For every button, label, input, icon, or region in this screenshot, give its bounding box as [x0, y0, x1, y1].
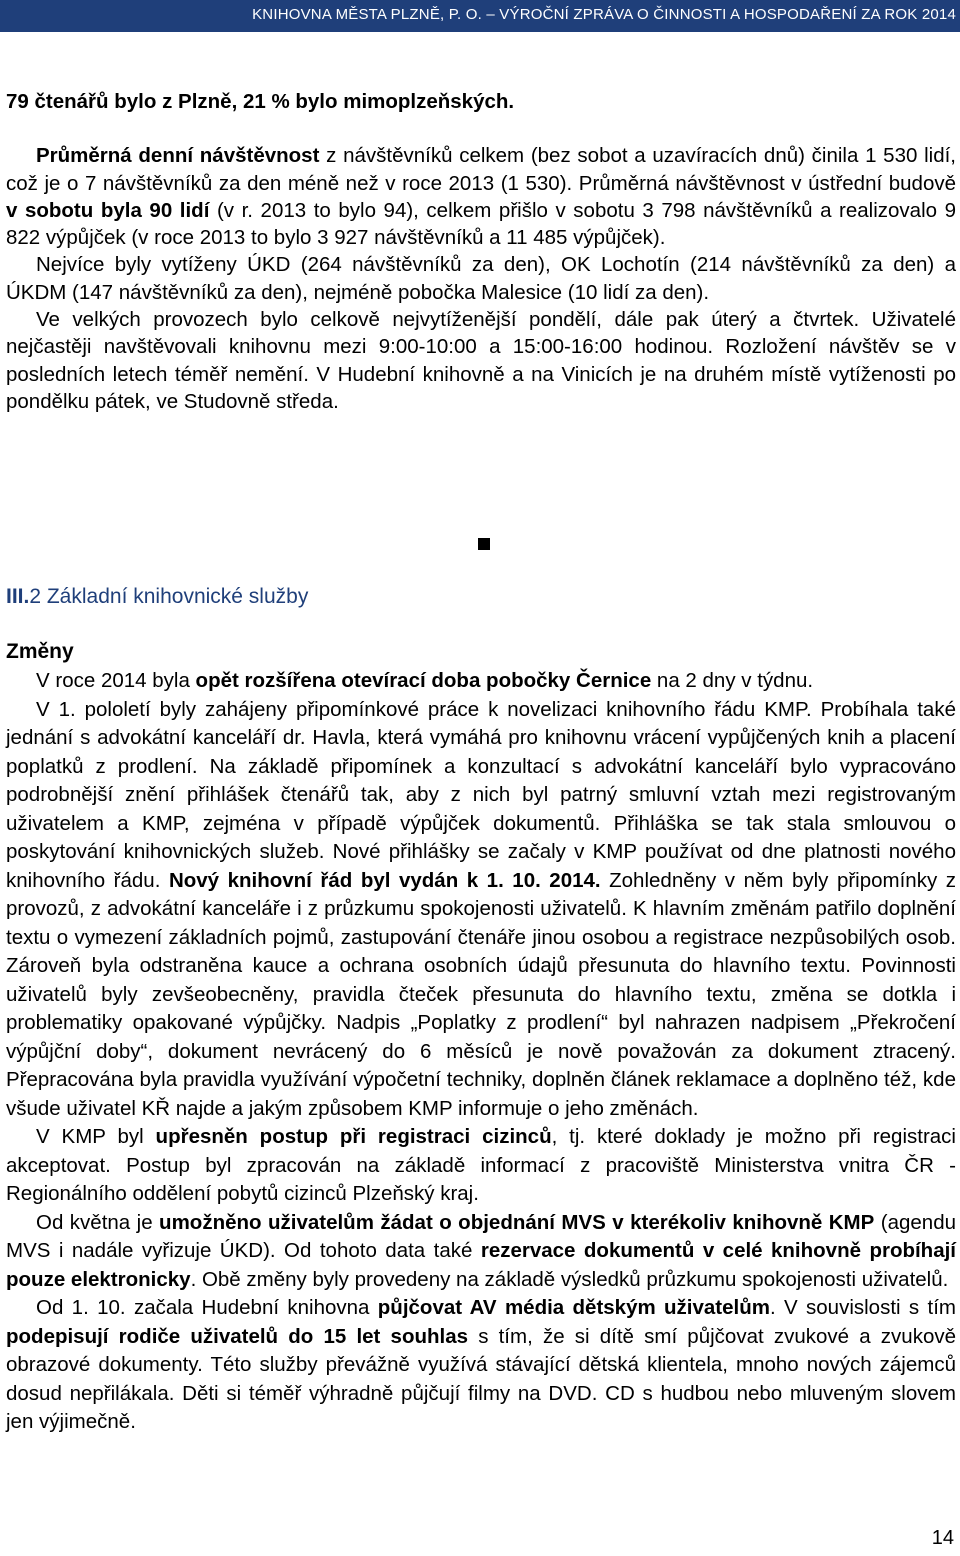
subheading-changes: Změny: [6, 640, 74, 663]
paragraph-readers-origin: [6, 88, 956, 115]
page-number: 14: [931, 1527, 954, 1549]
opening-hours-bold: opět rozšířena otevírací doba pobočky Černice: [195, 669, 652, 692]
av-media-text-mid: . V souvislosti s tím: [769, 1296, 956, 1319]
section-number: III.: [6, 585, 30, 608]
av-media-bold: půjčovat AV média dětským uživatelům: [377, 1296, 770, 1319]
parental-consent-bold: podepisují rodiče uživatelů do 15 let souhlas: [6, 1324, 469, 1348]
reservations-bold: rezervace dokumentů v celé knihovně probíhají pouze elektronicky: [6, 1239, 956, 1291]
section-heading: [6, 585, 308, 609]
foreigner-registration-text-end: , tj. které doklady je možno při registraci akceptovat. Postup byl zpracován na základě informací z pracoviště Ministerstva vnitra ČR - Regionálního oddělení pobytů cizinců Plzeňský kraj.: [6, 1125, 956, 1205]
interlibrary-text-end: . Obě změny byly provedeny na základě výsledků průzkumu spokojenosti uživatelů.: [190, 1267, 949, 1291]
paragraph-library-rules: [6, 696, 956, 1124]
opening-hours-text-end: na 2 dny v týdnu.: [651, 669, 814, 692]
interlibrary-text-mid: (agendu MVS i nadále vyřizuje ÚKD). Od tohoto data také: [6, 1210, 956, 1262]
visitor-statistics-section: [6, 88, 956, 415]
paragraph-daily-attendance: [6, 142, 956, 251]
section-title: 2 Základní knihovnické služby: [29, 585, 309, 608]
paragraph-interlibrary-loans: [6, 1209, 956, 1295]
changes-section: [6, 667, 956, 1437]
paragraph-av-media: [6, 1294, 956, 1437]
bullet-square-icon: [478, 538, 490, 550]
foreigner-registration-text: V KMP byl: [36, 1125, 156, 1148]
opening-hours-text: V roce 2014 byla: [36, 669, 196, 692]
paragraph-busiest-branches: Nejvíce byly vytíženy ÚKD (264 návštěvníků za den), OK Lochotín (214 návštěvníků za den) a ÚKDM (147 návštěvníků za den), nejméně pobočka Malesice (10 lidí za den).: [6, 253, 956, 304]
paragraph-foreigner-registration: [6, 1123, 956, 1209]
report-header-title: KNIHOVNA MĚSTA PLZNĚ, P. O. – VÝROČNÍ ZPRÁVA O ČINNOSTI A HOSPODAŘENÍ ZA ROK 2014: [252, 6, 956, 23]
foreigner-registration-bold: upřesněn postup při registraci cizinců: [155, 1125, 552, 1148]
saturday-attendance-bold: v sobotu byla 90 lidí: [6, 198, 210, 222]
av-media-text: Od 1. 10. začala Hudební knihovna: [36, 1296, 378, 1319]
paragraph-weekday-load: Ve velkých provozech bylo celkově nejvytíženější pondělí, dále pak úterý a čtvrtek. Uživatelé nejčastěji navštěvovali knihovnu mezi 9:00-10:00 a 15:00-16:00 hodinou. Rozložení návštěv se v posledních letech téměř nemění. V Hudební knihovně a na Vinicích je na druhém místě vytíženosti po pondělku pátek, ve Studovně středa.: [6, 308, 956, 413]
paragraph-opening-hours: [6, 667, 956, 696]
library-rules-bold: Nový knihovní řád byl vydán k 1. 10. 2014.: [168, 868, 601, 892]
daily-attendance-bold: Průměrná denní návštěvnost: [36, 144, 320, 168]
library-rules-text-end: Zohledněny v něm byly připomínky z provozů, z advokátní kanceláře i z průzkumu spokojenosti uživatelů. K hlavním změnám patřilo doplnění textu o vymezení základních pojmů, zastupování čtenáře jinou osobou a registrace nezpůsobilých osob. Zároveň byla odstraněna kauce a ochrana osobních údajů přesunuta do hlavního textu. Povinnosti uživatelů byly zevšeobecněny, pravidla čteček přesunuta do hlavního textu, změna se dotkla i problematiky opakované výpůjčky. Nadpis „Poplatky z prodlení“ byl nahrazen nadpisem „Překročení výpůjční doby“, dokument nevrácený do 6 měsíců je nově považován za dokument ztracený. Přepracována byla pravidla využívání výpočetní techniky, doplněn článek reklamace a doplněno též, kde všude uživatel KŘ najde a jakým způsobem KMP informuje o jeho změnách.: [6, 868, 956, 1120]
interlibrary-bold: umožněno uživatelům žádat o objednání MVS v kterékoliv knihovně KMP: [159, 1210, 875, 1234]
readers-origin-text: 79 čtenářů bylo z Plzně, 21 % bylo mimoplzeňských.: [6, 90, 515, 113]
daily-attendance-text: z návštěvníků celkem (bez sobot a uzavíracích dnů) činila 1 530 lidí, což je o 7 návštěvníků za den méně než v roce 2013 (1 530). Průměrná návštěvnost v ústřední budově: [6, 144, 956, 195]
report-header-bar: [0, 0, 960, 32]
library-rules-text: V 1. pololetí byly zahájeny připomínkové práce k novelizaci knihovního řádu KMP. Probíhala také jednání s advokátní kanceláří dr. Havla, která vymáhá pro knihovnu vrácení vypůjčených knih a placení poplatků z prodlení. Na základě připomínek a konzultací s advokátní kanceláří bylo vypracováno podrobnější znění přihlášek čtenářů tak, aby z nich byl patrný smluvní vztah mezi registrovaným uživatelem a KMP, zejména v případě výpůjček dokumentů. Přihláška se tak stala smlouvou o poskytování knihovnických služeb. Nové přihlášky se začaly v KMP používat od dne platnosti nového knihovního řádu.: [6, 697, 956, 892]
interlibrary-text: Od května je: [36, 1210, 160, 1234]
saturday-attendance-text: (v r. 2013 to bylo 94), celkem přišlo v sobotu 3 798 návštěvníků a realizovalo 9 822 výpůjček (v roce 2013 to bylo 3 927 návštěvníků a 11 485 výpůjček).: [6, 198, 957, 250]
av-media-text-end: s tím, že si dítě smí půjčovat zvukové a zvukově obrazové dokumenty. Této služby převážně využívá stávající dětská klientela, mnoho nových zájemců dosud nepřilákala. Děti si téměř výhradně půjčují filmy na DVD. CD s hudbou nebo mluveným slovem jen výjimečně.: [6, 1324, 956, 1433]
